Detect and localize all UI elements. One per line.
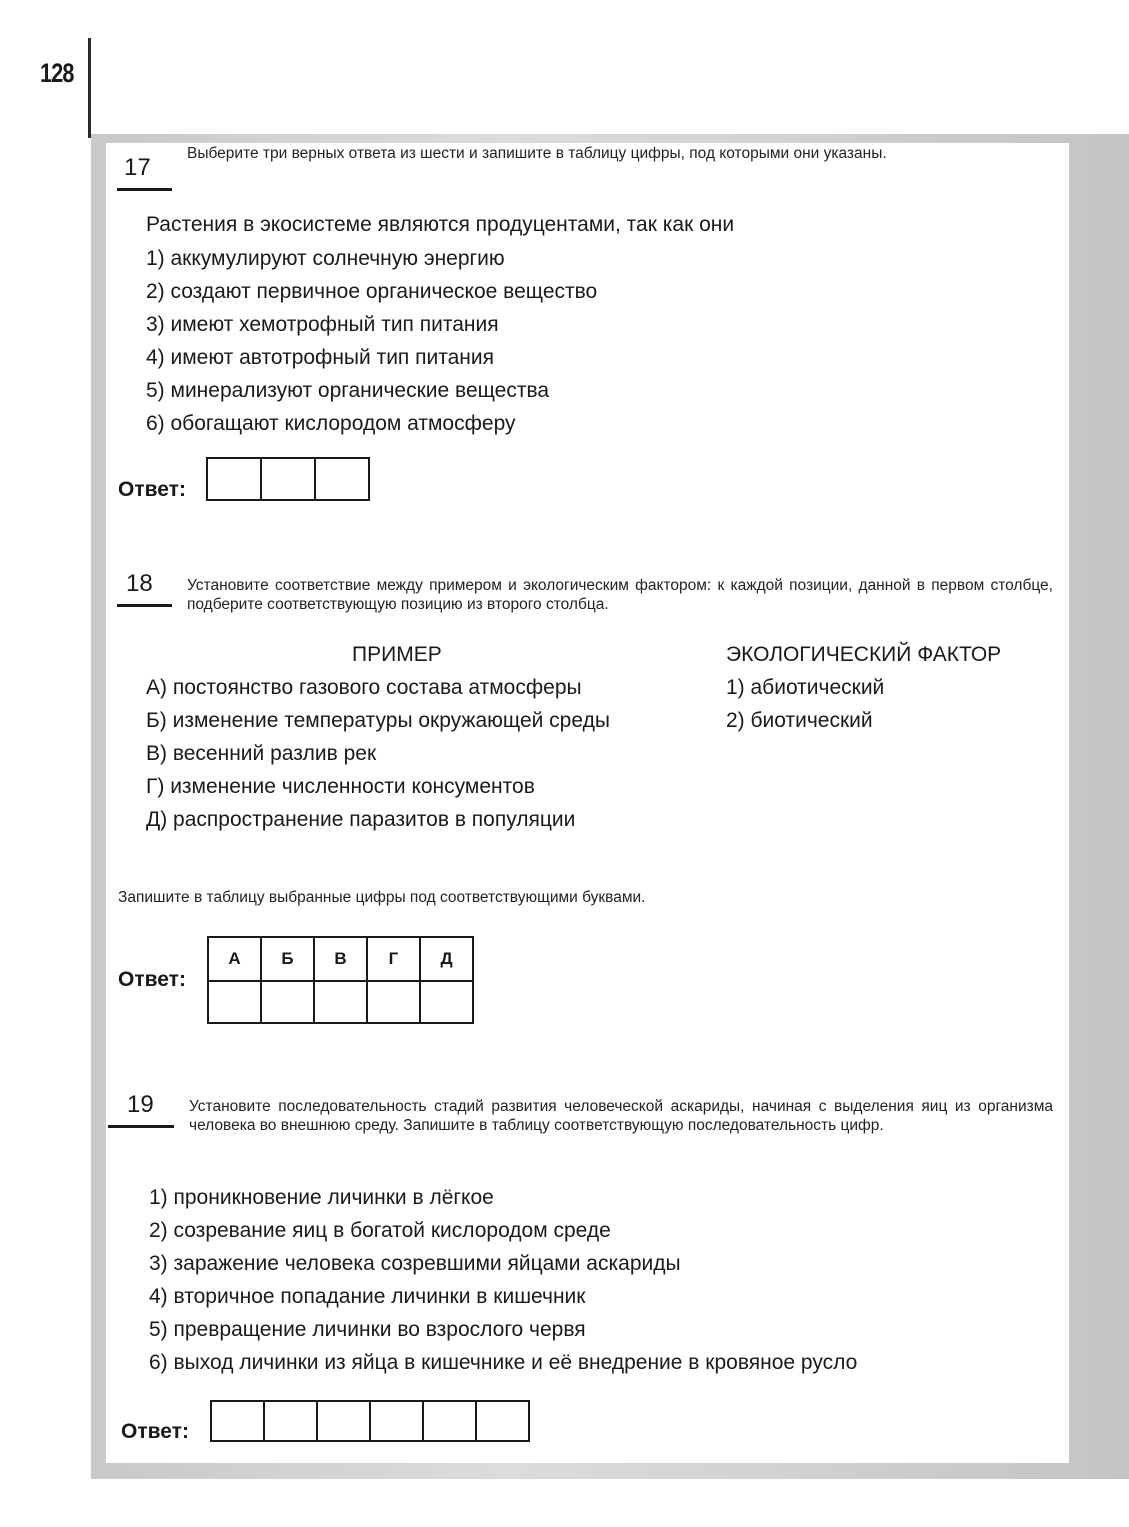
letter-cell: Б [261, 937, 314, 981]
column-header-factor: ЭКОЛОГИЧЕСКИЙ ФАКТОР [726, 643, 1002, 666]
page-number: 128 [40, 58, 74, 88]
list-item: Г) изменение численности консументов [146, 775, 535, 798]
task-17-rule [117, 188, 172, 191]
answer-cell[interactable] [371, 1402, 424, 1440]
answer-cell[interactable] [367, 981, 420, 1023]
list-item: 5) превращение личинки во взрослого червя [149, 1318, 586, 1341]
task-17-instruction: Выберите три верных ответа из шести и запишите в таблицу цифры, под которыми они указаны. [187, 145, 887, 162]
task-18-answer-table[interactable] [207, 936, 474, 1024]
answer-cell[interactable] [208, 459, 262, 499]
answer-cell[interactable] [424, 1402, 477, 1440]
list-item: 2) созревание яиц в богатой кислородом среде [149, 1219, 611, 1242]
task-18-number: 18 [126, 570, 153, 597]
list-item: 1) абиотический [726, 676, 885, 699]
task-19-instruction: Установите последовательность стадий развития человеческой аскариды, начиная с выделения яиц из организма человека во внешнюю среду. Запишите в таблицу соответствующую последовательность цифр. [189, 1098, 1053, 1134]
answer-cell[interactable] [208, 981, 261, 1023]
list-item: 5) минерализуют органические вещества [146, 379, 550, 402]
task-17-answer-label: Ответ: [118, 478, 186, 501]
answer-cell[interactable] [314, 981, 367, 1023]
task-19-answer-label: Ответ: [121, 1420, 189, 1443]
list-item: 2) биотический [726, 709, 873, 732]
answer-cell[interactable] [265, 1402, 318, 1440]
list-item: 6) обогащают кислородом атмосферу [146, 412, 516, 435]
task-18-rule [117, 604, 172, 607]
list-item: В) весенний разлив рек [146, 742, 377, 765]
letter-cell: Г [367, 937, 420, 981]
task-19-number: 19 [127, 1091, 154, 1118]
task-17-stem: Растения в экосистеме являются продуцентами, так как они [146, 213, 735, 236]
task-18-factors [726, 674, 884, 740]
list-item: Б) изменение температуры окружающей среды [146, 709, 610, 732]
letter-cell: А [208, 937, 261, 981]
answer-cell[interactable] [262, 459, 316, 499]
answer-cell[interactable] [477, 1402, 528, 1440]
task-19-answer-box[interactable] [210, 1400, 530, 1442]
answer-cell[interactable] [212, 1402, 265, 1440]
answer-cell[interactable] [261, 981, 314, 1023]
task-17-options [146, 242, 597, 440]
list-item: 6) выход личинки из яйца в кишечнике и её внедрение в кровяное русло [149, 1351, 858, 1374]
task-17-answer-box[interactable] [206, 457, 370, 501]
letter-cell: Д [420, 937, 473, 981]
list-item: 2) создают первичное органическое вещество [146, 280, 598, 303]
list-item: 4) имеют автотрофный тип питания [146, 346, 494, 369]
answer-cell[interactable] [316, 459, 368, 499]
list-item: 3) имеют хемотрофный тип питания [146, 313, 499, 336]
task-18-examples [146, 674, 656, 839]
task-18-table-instruction: Запишите в таблицу выбранные цифры под соответствующими буквами. [118, 889, 646, 906]
margin-rule [88, 38, 91, 138]
letter-cell: В [314, 937, 367, 981]
list-item: Д) распространение паразитов в популяции [146, 808, 576, 831]
task-19-options [149, 1181, 857, 1379]
list-item: 3) заражение человека созревшими яйцами аскариды [149, 1252, 681, 1275]
list-item: 1) аккумулируют солнечную энергию [146, 247, 505, 270]
answer-cell[interactable] [318, 1402, 371, 1440]
list-item: А) постоянство газового состава атмосферы [146, 676, 582, 699]
task-19-rule [108, 1125, 174, 1128]
answer-cell[interactable] [420, 981, 473, 1023]
task-18-instruction: Установите соответствие между примером и экологическим фактором: к каждой позиции, данной в первом столбце, подберите соответствующую позицию из второго столбца. [187, 577, 1053, 613]
list-item: 1) проникновение личинки в лёгкое [149, 1186, 494, 1209]
column-header-example: ПРИМЕР [352, 643, 442, 666]
task-18-answer-label: Ответ: [118, 968, 186, 991]
list-item: 4) вторичное попадание личинки в кишечник [149, 1285, 586, 1308]
task-17-number: 17 [124, 154, 151, 181]
